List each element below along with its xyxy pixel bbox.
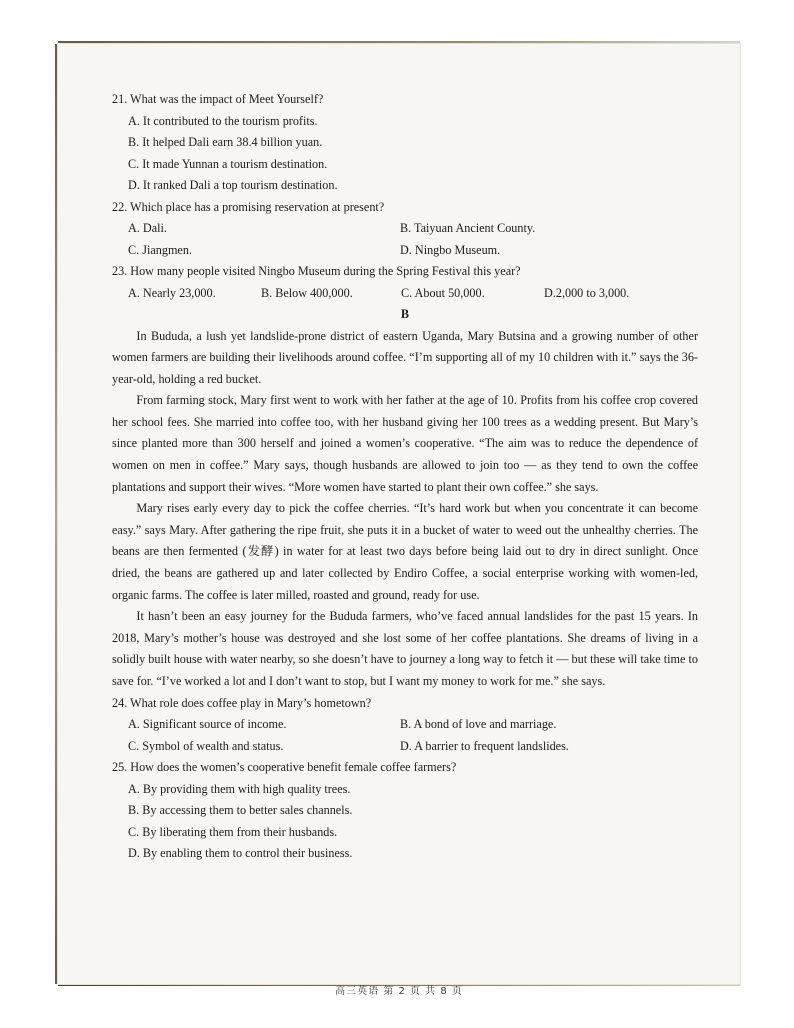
question-22: 22. Which place has a promising reservation at present? bbox=[112, 199, 385, 214]
option-23-d: D.2,000 to 3,000. bbox=[544, 285, 630, 300]
option-22-a: A. Dali. bbox=[128, 221, 167, 235]
passage-paragraph-1: In Bududa, a lush yet landslide-prone district of eastern Uganda, Mary Butsina and a growing number of other women farmers are building their livelihoods around coffee. “I’m supporting all of my 10 children with it.” says the 36-year-old, holding a red bucket. bbox=[112, 328, 698, 386]
option-21-c: C. It made Yunnan a tourism destination. bbox=[128, 156, 328, 171]
option-24-b: B. A bond of love and marriage. bbox=[400, 717, 557, 732]
options-22-row-1 bbox=[112, 218, 698, 240]
option-25-c: C. By liberating them from their husbands. bbox=[128, 824, 338, 839]
option-25-b: B. By accessing them to better sales channels. bbox=[128, 803, 353, 818]
page-footer: 高三英语 第 2 页 共 8 页 bbox=[335, 986, 463, 997]
section-heading-b: B bbox=[400, 307, 410, 321]
option-24-c: C. Symbol of wealth and status. bbox=[128, 738, 284, 753]
option-22-d: D. Ningbo Museum. bbox=[400, 242, 501, 257]
page-content bbox=[112, 89, 698, 865]
option-23-b: B. Below 400,000. bbox=[261, 285, 353, 300]
question-24: 24. What role does coffee play in Mary’s hometown? bbox=[112, 695, 372, 710]
option-25-d: D. By enabling them to control their business. bbox=[128, 846, 353, 861]
option-21-b: B. It helped Dali earn 38.4 billion yuan. bbox=[128, 135, 323, 149]
options-22-row-2 bbox=[112, 240, 698, 262]
question-21: 21. What was the impact of Meet Yourself? bbox=[112, 92, 324, 106]
exam-page bbox=[58, 44, 740, 997]
option-23-c: C. About 50,000. bbox=[401, 285, 485, 300]
question-25: 25. How does the women’s cooperative benefit female coffee farmers? bbox=[112, 760, 457, 775]
options-24-row-2 bbox=[112, 736, 698, 758]
option-21-a: A. It contributed to the tourism profits. bbox=[128, 113, 318, 128]
option-23-a: A. Nearly 23,000. bbox=[128, 285, 216, 300]
question-23: 23. How many people visited Ningbo Museum during the Spring Festival this year? bbox=[112, 264, 521, 278]
option-24-d: D. A barrier to frequent landslides. bbox=[400, 738, 569, 753]
option-25-a: A. By providing them with high quality trees. bbox=[128, 781, 351, 796]
passage-paragraph-4: It hasn’t been an easy journey for the Bududa farmers, who’ve faced annual landslides for the past 15 years. In 2018, Mary’s mother’s house was destroyed and she lost some of her coffee plantations. She dreams of living in a solidly built house with water nearby, so she doesn’t have to journey a long way to fetch it — but these will take time to save for. “I’ve worked a lot and I don’t want to stop, but I want my money to work for me.” she says. bbox=[112, 609, 698, 688]
option-24-a: A. Significant source of income. bbox=[128, 717, 287, 732]
option-22-c: C. Jiangmen. bbox=[128, 242, 192, 257]
options-23-row bbox=[112, 283, 698, 305]
options-24-row-1 bbox=[112, 714, 698, 736]
option-21-d: D. It ranked Dali a top tourism destination. bbox=[128, 178, 338, 192]
option-22-b: B. Taiyuan Ancient County. bbox=[400, 221, 536, 235]
passage-paragraph-2: From farming stock, Mary first went to work with her father at the age of 10. Profits from his coffee crop covered her school fees. She married into coffee too, with her husband giving her 100 trees as a wedding present. But Mary’s since planted more than 300 herself and joined a women’s cooperative. “The aim was to reduce the dependence of women on men in coffee.” Mary says, though husbands are allowed to join too — as they tend to own the coffee plantations and support their wives. “More women have started to plant their own coffee.” she says. bbox=[112, 393, 698, 494]
passage-paragraph-3: Mary rises early every day to pick the coffee cherries. “It’s hard work but when you concentrate it can become easy.” says Mary. After gathering the ripe fruit, she puts it in a bucket of water to weed out the unhealthy cherries. The beans are then fermented (发酵) in water for at least two days before being laid out to dry in direct sunlight. Once dried, the beans are gathered up and later collected by Endiro Coffee, a social enterprise working with women-led, organic farms. The coffee is later milled, roasted and ground, ready for use. bbox=[112, 501, 698, 602]
